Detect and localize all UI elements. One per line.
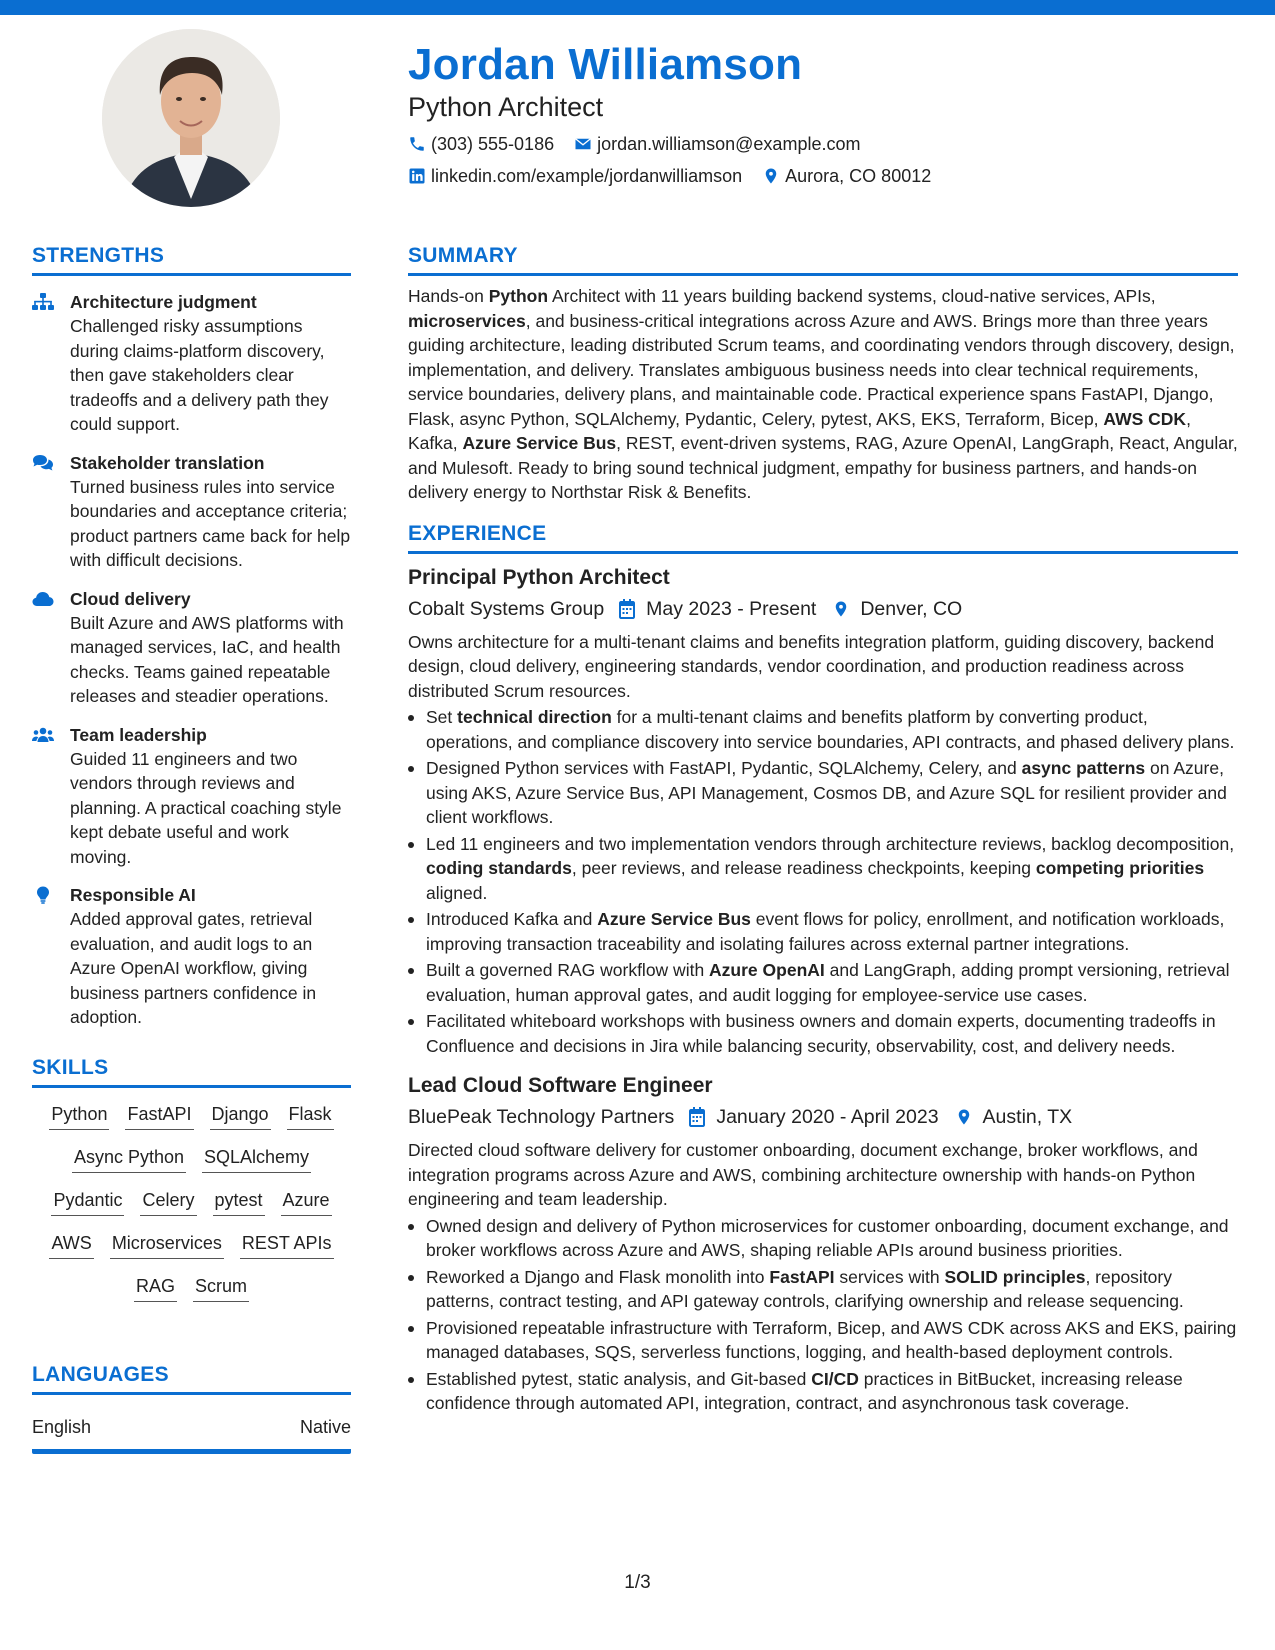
text-run: Facilitated whiteboard workshops with business owners and domain experts, documenting tradeoffs in Confluence and decisions in Jira while balancing security, observability, cost, and delivery needs. (426, 1011, 1216, 1056)
job-description: Directed cloud software delivery for customer onboarding, document exchange, broker workflows, and integration programs across Azure and AWS, combining architecture ownership with hands-on Python engineering and team leadership. (408, 1140, 1198, 1209)
bold-text-run: Azure Service Bus (462, 433, 617, 453)
strength-title: Cloud delivery (70, 588, 191, 609)
skill-tag: REST APIs (240, 1231, 334, 1259)
main-content (408, 243, 1238, 1416)
job-bullet (408, 705, 1238, 754)
job-bullet (408, 1009, 1238, 1058)
sitemap-icon (32, 293, 54, 311)
section-divider (32, 1392, 351, 1395)
strengths-heading: STRENGTHS (32, 244, 165, 267)
skill-tag: Django (210, 1102, 271, 1130)
strength-item (32, 883, 351, 1030)
job-company: Cobalt Systems Group (408, 597, 605, 620)
skill-tag: Python (49, 1102, 109, 1130)
experience-heading: EXPERIENCE (408, 521, 547, 545)
skill-row (32, 1231, 351, 1259)
job-bullet (408, 832, 1238, 906)
lightbulb-icon (32, 886, 54, 904)
skill-tag: Scrum (193, 1274, 249, 1302)
text-run: , Kafka, (408, 408, 1191, 453)
bold-text-run: coding standards (426, 858, 572, 878)
top-accent-bar (0, 0, 1275, 15)
summary-heading: SUMMARY (408, 244, 518, 267)
text-run: , and business-critical integrations across Azure and AWS. Brings more than three years guiding architecture, leading distributed Scrum teams, and coordinating vendors through discovery, design, implementation, and delivery. Translates ambiguous business needs into clear technical requirements, service boundaries, delivery plans, and maintainable code. Practical experience spans FastAPI, Django, Flask, async Python, SQLAlchemy, Pydantic, Celery, pytest, AKS, EKS, Terraform, Bicep, (408, 310, 1235, 429)
text-run: aligned. (426, 882, 488, 903)
languages-heading: LANGUAGES (32, 1362, 169, 1386)
text-run: Established pytest, static analysis, and Git-based (426, 1368, 812, 1389)
skill-tag: pytest (213, 1188, 265, 1216)
text-run: Led 11 engineers and two implementation vendors through architecture reviews, backlog decomposition, (426, 833, 1235, 854)
bold-text-run: FastAPI (769, 1266, 835, 1287)
email-text: jordan.williamson@example.com (597, 134, 861, 154)
job-entry (408, 1072, 1238, 1416)
skill-tag: Pydantic (51, 1188, 124, 1216)
strength-item (32, 290, 351, 437)
skill-tag: AWS (49, 1231, 93, 1259)
skills-heading: SKILLS (32, 1055, 109, 1079)
job-bullets (408, 1214, 1238, 1416)
text-run: for a multi-tenant claims and benefits platform by converting product, operations, and compliance discovery into service boundaries, API contracts, and phased delivery plans. (426, 707, 1235, 752)
job-dates (618, 596, 816, 622)
job-meta (408, 1104, 1238, 1130)
skill-tag: RAG (134, 1274, 177, 1302)
job-description: Owns architecture for a multi-tenant claims and benefits integration platform, guiding discovery, backend design, cloud delivery, engineering standards, vendor coordination, and production readiness across distributed Scrum resources. (408, 631, 1215, 701)
bold-text-run: technical direction (457, 707, 612, 727)
strength-text: Challenged risky assumptions during claims-platform discovery, then gave stakeholders clear tradeoffs and a delivery path they could support. (70, 316, 329, 434)
strength-item (32, 451, 351, 573)
job-bullet (408, 1214, 1238, 1263)
calendar-icon (618, 599, 636, 619)
job-title: Principal Python Architect (408, 565, 670, 589)
text-run: , peer reviews, and release readiness checkpoints, keeping (571, 858, 1036, 878)
text-run: Reworked a Django and Flask monolith into (426, 1266, 770, 1287)
text-run: Set (426, 707, 458, 727)
bold-text-run: Python (488, 286, 549, 306)
text-run: Owned design and delivery of Python microservices for customer onboarding, document exchange, and broker workflows across Azure and AWS, shaping reliable APIs around business priorities. (426, 1215, 1229, 1260)
skill-tag: Microservices (110, 1231, 224, 1259)
skill-tag: FastAPI (125, 1102, 193, 1130)
skill-row (32, 1102, 351, 1130)
text-run: practices in BitBucket, increasing release confidence through automated API, integration, contract, and asynchronous task coverage. (426, 1368, 1183, 1413)
strength-text: Guided 11 engineers and two vendors through reviews and planning. A practical coaching style kept debate useful and work moving. (70, 748, 342, 867)
job-dates (688, 1104, 938, 1130)
section-divider (32, 273, 351, 276)
section-divider (32, 1085, 351, 1088)
text-run: Hands-on (408, 286, 489, 306)
bold-text-run: async patterns (1021, 758, 1146, 778)
summary-text (408, 284, 1238, 505)
contact-row-1 (408, 132, 1238, 156)
bold-text-run: AWS CDK (1103, 408, 1187, 429)
bold-text-run: SOLID principles (944, 1266, 1086, 1287)
bold-text-run: CI/CD (811, 1368, 859, 1389)
linkedin-icon (408, 167, 426, 185)
strength-title: Architecture judgment (70, 292, 257, 312)
job-bullets (408, 705, 1238, 1058)
bold-text-run: Azure Service Bus (597, 909, 751, 929)
text-run: Architect with 11 years building backend systems, cloud-native services, APIs, (548, 286, 1156, 306)
phone-contact[interactable] (408, 132, 554, 156)
job-location-text: Denver, CO (860, 597, 963, 620)
envelope-icon (574, 135, 592, 153)
bold-text-run: Azure OpenAI (709, 960, 825, 980)
cloud-icon (32, 590, 54, 608)
phone-icon (408, 135, 426, 153)
job-title: Lead Cloud Software Engineer (408, 1074, 713, 1097)
strength-item (32, 587, 351, 709)
job-bullet (408, 1367, 1238, 1416)
bold-text-run: competing priorities (1035, 858, 1205, 878)
users-icon (32, 726, 54, 744)
text-run: services with (834, 1266, 945, 1287)
language-name: English (32, 1416, 92, 1437)
page-number: 1/3 (624, 1572, 651, 1593)
comments-icon (32, 454, 54, 472)
strength-text: Built Azure and AWS platforms with managed services, IaC, and health checks. Teams gained repeatable releases and steadier operations. (70, 612, 344, 706)
phone-text: (303) 555-0186 (431, 134, 555, 154)
candidate-title: Python Architect (408, 92, 604, 122)
location-text: Aurora, CO 80012 (785, 166, 932, 186)
text-run: Designed Python services with FastAPI, Pydantic, SQLAlchemy, Celery, and (426, 758, 1022, 778)
text-run: on Azure, using AKS, Azure Service Bus, API Management, Cosmos DB, and Azure SQL for resilient provider and client workflows. (426, 758, 1227, 827)
skills-list (32, 1102, 351, 1302)
candidate-name: Jordan Williamson (408, 40, 803, 89)
job-meta (408, 596, 1238, 622)
job-bullet (408, 1316, 1238, 1365)
job-entry (408, 564, 1238, 1059)
strength-text: Added approval gates, retrieval evaluation, and audit logs to an Azure OpenAI workflow, giving business partners confidence in adoption. (70, 909, 317, 1027)
skill-tag: Celery (140, 1188, 196, 1216)
text-run: Introduced Kafka and (426, 909, 598, 929)
text-run: , repository patterns, contract testing, and API gateway controls, clarifying ownership and release sequencing. (426, 1266, 1184, 1311)
strength-title: Responsible AI (70, 885, 196, 905)
skill-tag: SQLAlchemy (202, 1145, 311, 1173)
calendar-icon (688, 1107, 706, 1127)
skill-row (32, 1274, 351, 1302)
skill-tag: Async Python (72, 1145, 186, 1173)
section-divider (408, 273, 1238, 276)
text-run: Provisioned repeatable infrastructure with Terraform, Bicep, and AWS CDK across AKS and EKS, pairing managed databases, SQS, serverless functions, logging, and health-based deployment controls. (426, 1317, 1237, 1362)
strength-text: Turned business rules into service boundaries and acceptance criteria; product partners came back for help with difficult decisions. (70, 476, 351, 570)
sidebar (32, 243, 351, 1454)
job-bullet (408, 1265, 1238, 1314)
bold-text-run: microservices (408, 310, 526, 331)
job-dates-text: May 2023 - Present (646, 597, 817, 620)
skill-row (32, 1145, 351, 1173)
profile-photo (102, 29, 280, 207)
skill-tag: Azure (281, 1188, 332, 1216)
language-level: Native (299, 1416, 351, 1437)
job-location (832, 596, 962, 622)
skill-row (32, 1188, 351, 1216)
text-run: and LangGraph, adding prompt versioning, retrieval evaluation, human approval gates, and audit logging for employee-service use cases. (426, 960, 1230, 1005)
job-bullet (408, 907, 1238, 956)
linkedin-contact[interactable] (408, 164, 742, 188)
text-run: , REST, event-driven systems, RAG, Azure OpenAI, LangGraph, React, Angular, and Mulesoft. Ready to bring sound technical judgment, empathy for business partners, and hands-on delivery energy to Northstar Risk & Benefits. (408, 433, 1238, 502)
profile-photo-image (102, 29, 280, 207)
language-item (32, 1415, 351, 1454)
job-dates-text: January 2020 - April 2023 (716, 1106, 939, 1128)
job-location (955, 1104, 1073, 1130)
strength-item (32, 723, 351, 870)
resume-header (408, 40, 1238, 188)
map-pin-icon (832, 599, 850, 619)
linkedin-text: linkedin.com/example/jordanwilliamson (431, 166, 743, 186)
section-divider (408, 551, 1238, 554)
job-company: BluePeak Technology Partners (408, 1106, 675, 1128)
contact-row-2 (408, 164, 1238, 188)
text-run: event flows for policy, enrollment, and notification workloads, improving transaction traceability and isolating failures across external partner integrations. (426, 909, 1225, 954)
strength-title: Team leadership (70, 724, 207, 745)
map-pin-icon (762, 167, 780, 185)
job-bullet (408, 958, 1238, 1007)
strength-title: Stakeholder translation (70, 452, 265, 473)
text-run: Built a governed RAG workflow with (426, 960, 710, 980)
location-contact (762, 164, 931, 188)
job-location-text: Austin, TX (982, 1106, 1073, 1128)
map-pin-icon (955, 1107, 973, 1127)
email-contact[interactable] (574, 132, 860, 156)
skill-tag: Flask (287, 1102, 334, 1130)
job-bullet (408, 756, 1238, 830)
